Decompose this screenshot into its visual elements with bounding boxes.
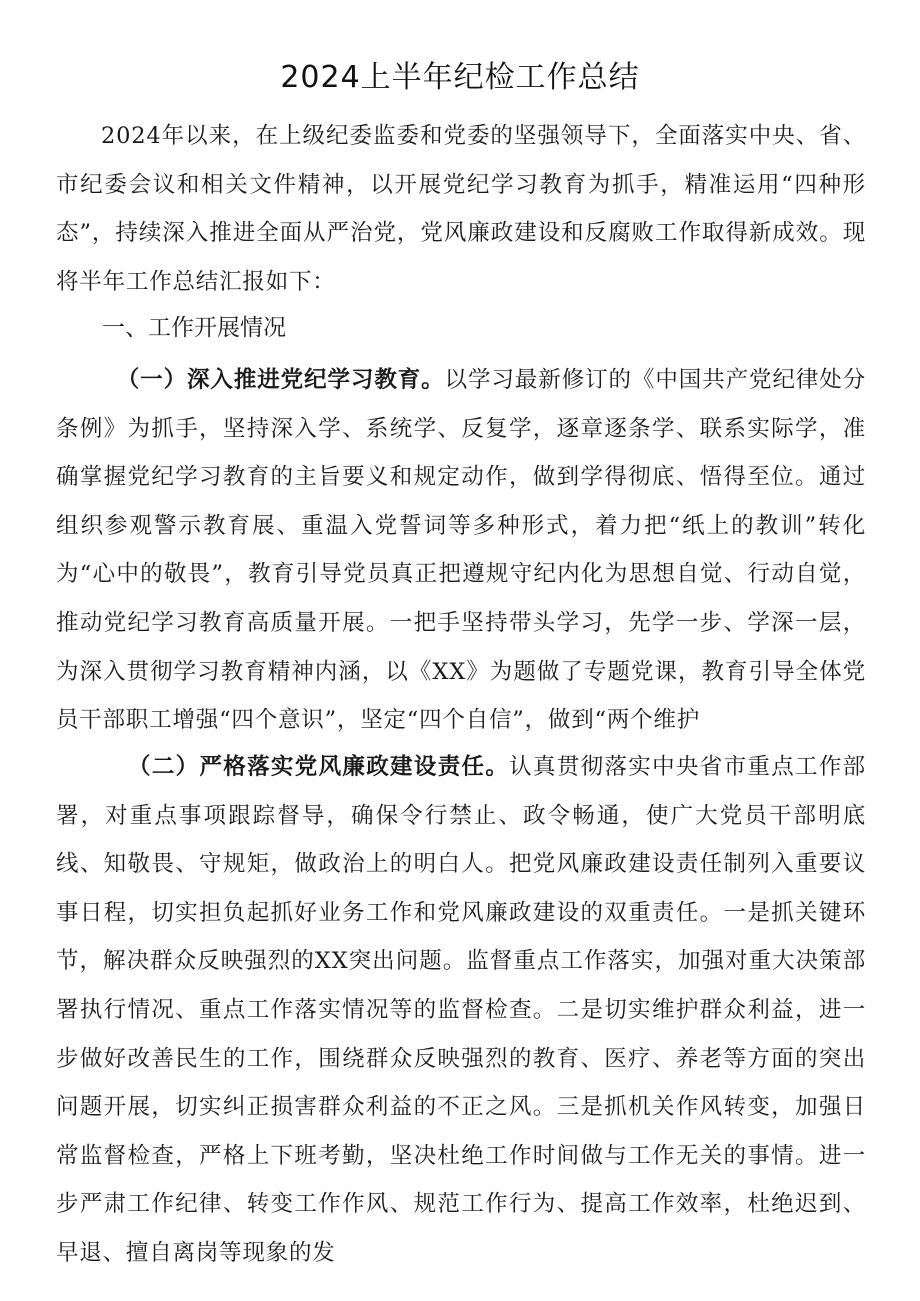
section-2-paragraph — [56, 743, 866, 1278]
document-title: 2024上半年纪检工作总结 — [280, 60, 640, 95]
section-2-lead: （二）严格落实党风廉政建设责任。 — [128, 754, 510, 780]
section-heading-work-progress: 一、工作开展情况 — [102, 315, 286, 341]
section-2-body: 认真贯彻落实中央省市重点工作部署，对重点事项跟踪督导，确保令行禁止、政令畅通，使广大党员干部明底线、知敬畏、守规矩，做政治上的明白人。把党风廉政建设责任制列入重要议事日程，切实担负起抓好业务工作和党风廉政建设的双重责任。一是抓关键环节，解决群众反映强烈的XX突出问题。监督重点工作落实，加强对重大决策部署执行情况、重点工作落实情况等的监督检查。二是切实维护群众利益，进一步做好改善民生的工作，围绕群众反映强烈的教育、医疗、养老等方面的突出问题开展，切实纠正损害群众利益的不正之风。三是抓机关作风转变，加强日常监督检查，严格上下班考勤，坚决杜绝工作时间做与工作无关的事情。进一步严肃工作纪律、转变工作作风、规范工作行为、提高工作效率，杜绝迟到、早退、擅自离岗等现象的发 — [56, 754, 866, 1266]
section-1-paragraph — [56, 356, 866, 745]
section-1-lead: （一）深入推进党纪学习教育。 — [116, 367, 445, 393]
section-1-body: 以学习最新修订的《中国共产党纪律处分条例》为抓手，坚持深入学、系统学、反复学，逐章逐条学、联系实际学，准确掌握党纪学习教育的主旨要义和规定动作，做到学得彻底、悟得至位。通过组织参观警示教育展、重温入党誓词等多种形式，着力把“纸上的教训”转化为“心中的敬畏”，教育引导党员真正把遵规守纪内化为思想自觉、行动自觉，推动党纪学习教育高质量开展。一把手坚持带头学习，先学一步、学深一层，为深入贯彻学习教育精神内涵，以《XX》为题做了专题党课，教育引导全体党员干部职工增强“四个意识”，坚定“四个自信”，做到“两个维护 — [56, 367, 867, 734]
intro-paragraph: 2024年以来，在上级纪委监委和党委的坚强领导下，全面落实中央、省、市纪委会议和相关文件精神，以开展党纪学习教育为抓手，精准运用“四种形态”，持续深入推进全面从严治党，党风廉政建设和反腐败工作取得新成效。现将半年工作总结汇报如下： — [56, 123, 866, 295]
